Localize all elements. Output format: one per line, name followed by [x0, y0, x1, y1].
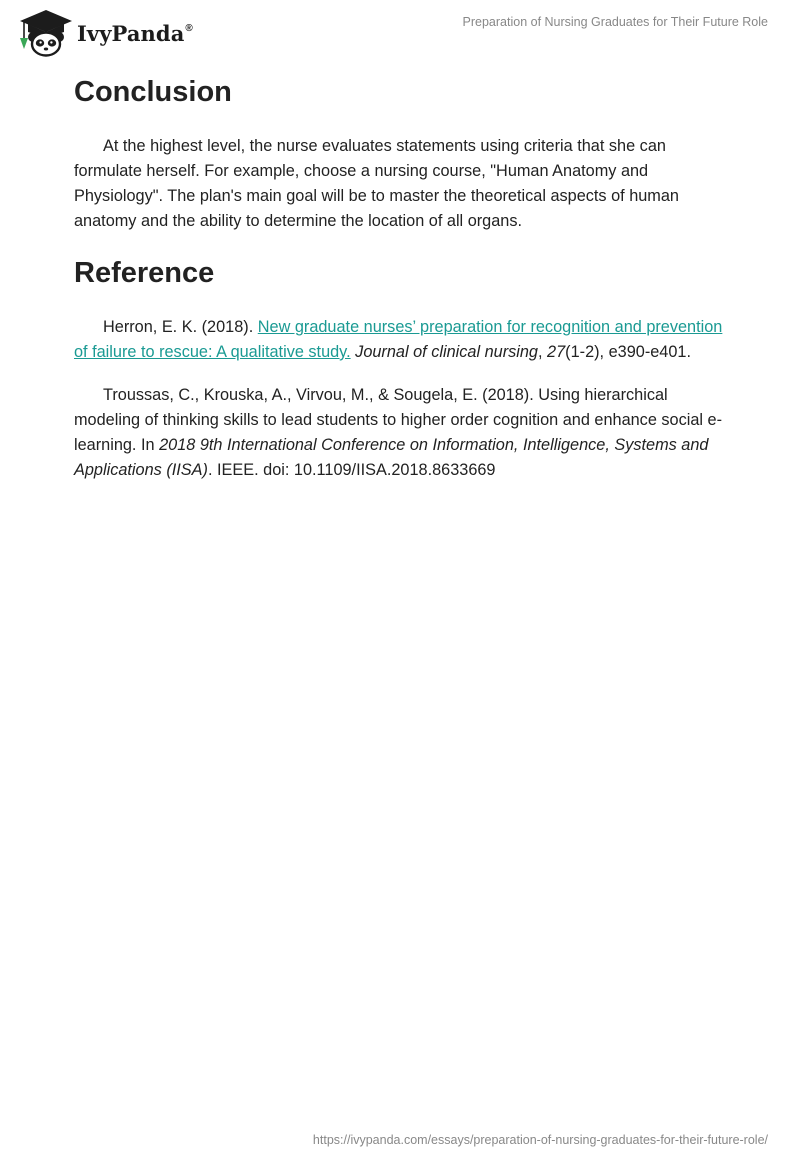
conclusion-paragraph: At the highest level, the nurse evaluates statements using criteria that she can formulate herself. For example, choose a nursing course, "Human Anatomy and Physiology". The plan's main goal will be to master the theoretical aspects of human anatomy and the ability to determine the location of all organs. — [74, 137, 679, 230]
reference-publisher-doi: . IEEE. doi: 10.1109/IISA.2018.8633669 — [207, 461, 496, 479]
document-body — [74, 72, 724, 483]
reference-journal: Journal of clinical nursing — [355, 343, 538, 361]
reference-separator: , — [537, 343, 548, 361]
reference-volume: 27 — [547, 343, 566, 361]
reference-article-link[interactable]: New graduate nurses’ preparation for recognition and prevention of failure to rescue: A qualitative study. — [74, 318, 723, 361]
reference-proceedings: 2018 9th International Conference on Information, Intelligence, Systems and Applications (IISA) — [74, 436, 709, 479]
reference-authors: Herron, E. K. (2018). — [103, 318, 258, 336]
brand-name: IvyPanda® — [77, 20, 193, 46]
footer-url[interactable]: https://ivypanda.com/essays/preparation-of-nursing-graduates-for-their-future-role/ — [312, 1133, 768, 1147]
ivypanda-logo[interactable] — [14, 7, 193, 57]
panda-graduation-cap-icon — [14, 7, 72, 57]
page-header — [0, 0, 800, 60]
registered-mark: ® — [185, 22, 193, 34]
reference-entry-herron — [74, 315, 724, 365]
running-title: Preparation of Nursing Graduates for Their Future Role — [462, 15, 768, 29]
reference-pages: (1-2), e390-e401. — [565, 343, 691, 361]
reference-authors: Troussas, C., Krouska, A., Virvou, M., & Sougela, E. (2018). Using hierarchical modeling of thinking skills to lead students to higher order cognition and enhance social e-learning. In — [74, 386, 723, 454]
reference-entry-troussas — [74, 383, 724, 483]
reference-heading: Reference — [74, 257, 215, 289]
conclusion-heading: Conclusion — [74, 76, 232, 108]
